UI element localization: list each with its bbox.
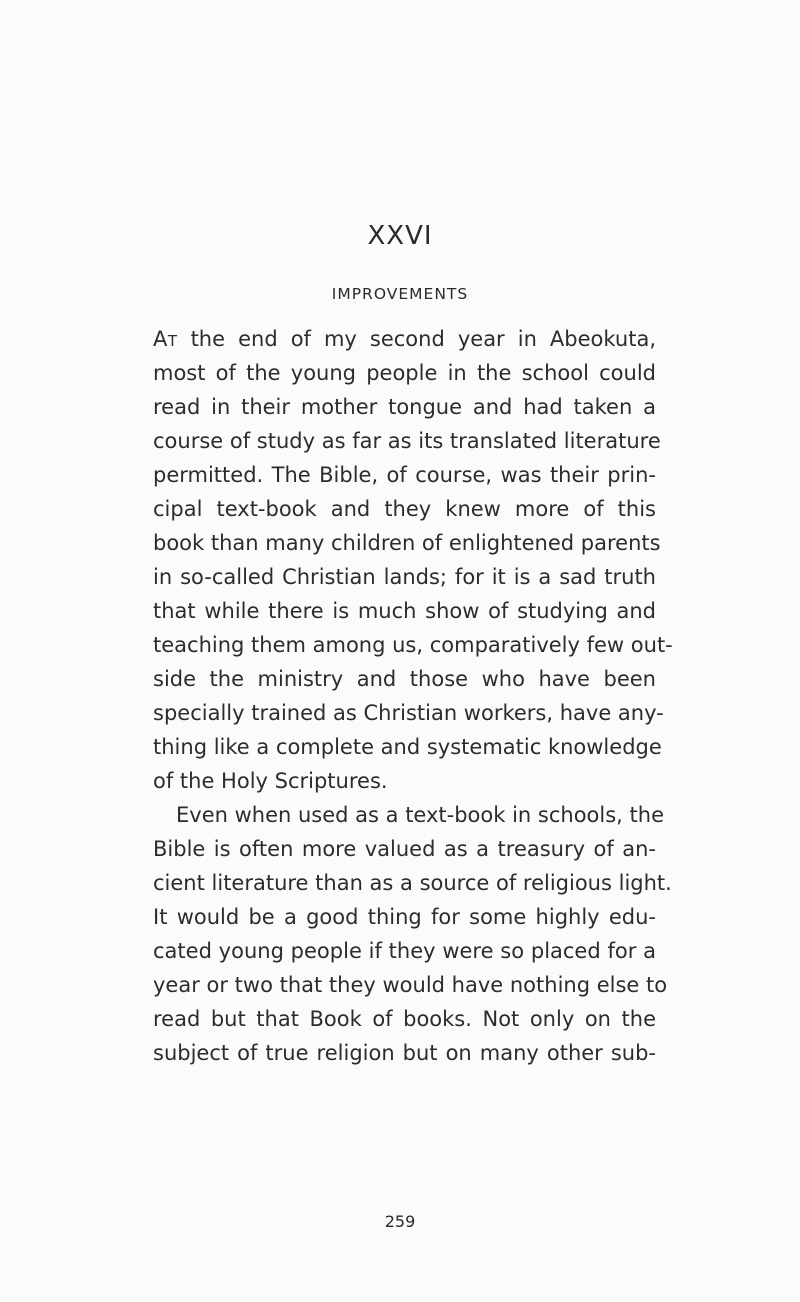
text-line: teaching them among us, comparatively few out-: [153, 633, 673, 657]
text-line: of the Holy Scriptures.: [153, 769, 388, 793]
text-line: read but that Book of books. Not only on the: [153, 1007, 656, 1031]
text-line: specially trained as Christian workers, have any-: [153, 701, 664, 725]
text-line: cipal text-book and they knew more of this: [153, 497, 656, 521]
opening-word: At: [153, 327, 178, 351]
text-line: At the end of my second year in Abeokuta,: [153, 327, 656, 351]
text-line: cient literature than as a source of religious light.: [153, 871, 672, 895]
text-line: cated young people if they were so placed for a: [153, 939, 656, 963]
text-line: thing like a complete and systematic knowledge: [153, 735, 662, 759]
text-line: side the ministry and those who have been: [153, 667, 656, 691]
text-line: permitted. The Bible, of course, was their prin-: [153, 463, 656, 487]
chapter-title: IMPROVEMENTS: [331, 285, 469, 303]
text-line: Bible is often more valued as a treasury of an-: [153, 837, 656, 861]
text-line: Even when used as a text-book in schools, the: [176, 803, 664, 827]
text-line: most of the young people in the school could: [153, 361, 656, 385]
text-line: It would be a good thing for some highly edu-: [153, 905, 656, 929]
text-line: year or two that they would have nothing else to: [153, 973, 668, 997]
page-number: 259: [384, 1212, 416, 1231]
text-line: course of study as far as its translated literature: [153, 429, 661, 453]
text-line: that while there is much show of studying and: [153, 599, 656, 623]
text-line: in so-called Christian lands; for it is a sad truth: [153, 565, 656, 589]
text-line: read in their mother tongue and had taken a: [153, 395, 656, 419]
text-line: subject of true religion but on many other sub-: [153, 1041, 656, 1065]
text-line: book than many children of enlightened parents: [153, 531, 661, 555]
chapter-number: XXVI: [367, 221, 433, 251]
